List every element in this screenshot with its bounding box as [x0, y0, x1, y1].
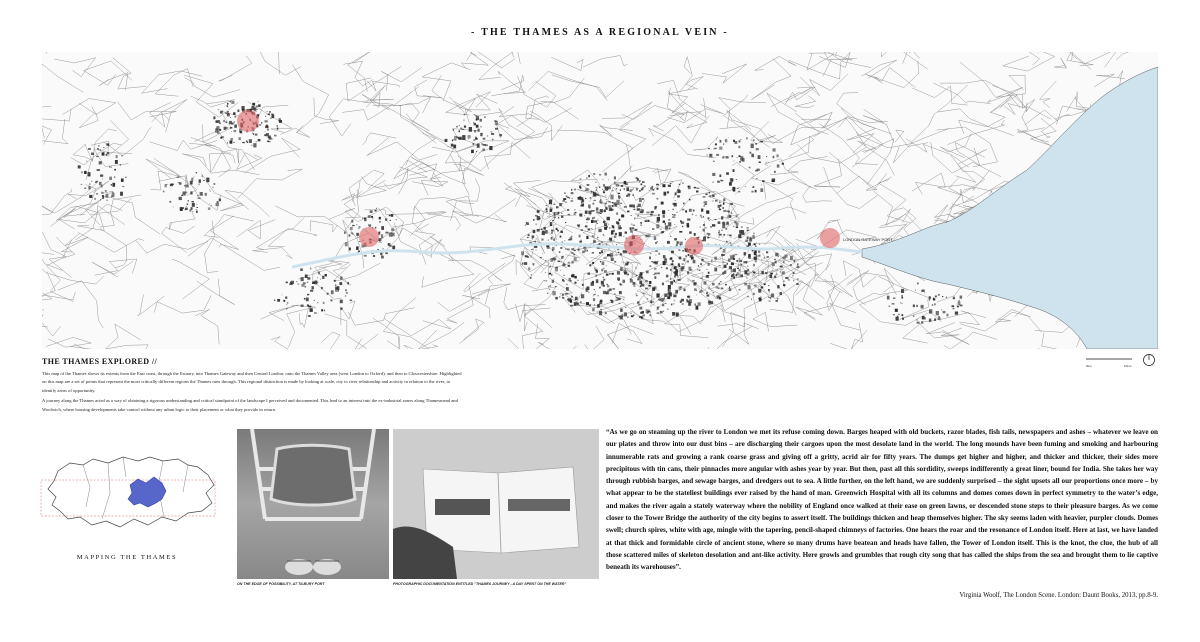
- photo-caption-1: ON THE EDGE OF POSSIBILITY, AT TILBURY PORT: [237, 582, 325, 586]
- photo-caption-2: PHOTOGRAPHIC DOCUMENTATION ENTITLED "THAMES JOURNEY - A DAY SPENT ON THE WATER": [393, 582, 567, 586]
- quote-citation: Virginia Woolf, The London Scene. London: Daunt Books, 2013, pp.8-9.: [959, 592, 1158, 599]
- map-canvas: [42, 52, 1158, 349]
- page-title: - THE THAMES AS A REGIONAL VEIN -: [471, 27, 729, 38]
- highlight-point-gateway[interactable]: [820, 228, 840, 248]
- highlight-point-greenwich[interactable]: [685, 237, 703, 255]
- thames-map[interactable]: [42, 52, 1158, 349]
- explored-paragraph-2: A journey along the Thames acted as a way of obtaining a rigorous understanding and critical standpoint of the landscape I perceived and documented. This lead to an interest into the ex-industrial zones along Thamesmead and Woolwich, where housing developments take control without any urban logic to their placement or what they provide in return.: [42, 398, 458, 412]
- highlight-point-oxford[interactable]: [237, 110, 259, 132]
- photo-thames-journey-book: [393, 429, 599, 579]
- inset-caption: MAPPING THE THAMES: [76, 554, 178, 561]
- study-area-frame: [41, 480, 215, 516]
- highlight-point-central[interactable]: [624, 235, 644, 255]
- section-title-explored: THE THAMES EXPLORED //: [42, 357, 158, 366]
- scale-label-start: 0km: [1086, 364, 1092, 368]
- region-outline: [48, 457, 214, 527]
- explored-text: [42, 370, 462, 416]
- explored-paragraph-1: This map of the Thames shows its extents from the East coast, through the Estuary, into Thames Gateway and then Central London, onto the Thames Valley area (west London to Oxford), and then to Gloucestershire. Highlighted on this map are a set of points that represent the most critically different regions the Thames runs through. This regional distinction is made by looking at scale, city to river relationship and activity in relation to the river, to identify areas of opportunity.: [42, 371, 462, 393]
- map-label-port: LONDON GATEWAY PORT: [843, 237, 893, 242]
- region-highlight: [128, 477, 166, 507]
- scale-label-end: 10km: [1124, 364, 1132, 368]
- woolf-quote: “As we go on steaming up the river to London we met its refuse coming down. Barges heaped with old buckets, razor blades, fish tails, newspapers and ashes – whatever we leave on our plates and throw into our dust bins – are discharging their cargoes upon the most desolate land in the world. The long mounds have been fuming and smoking and harbouring innumerable rats and growing a rank coarse grass and giving off a gritty, acrid air for fifty years. The dumps get higher and higher, and thicker and thicker, their sides more precipitous with tin cans, their pinnacles more angular with ashes year by year. But then, past all this sordidity, sweeps indifferently a great liner, bound for India. She takes her way through rubbish barges, and sewage barges, and dredgers out to sea. A little further, on the left hand, we are suddenly surprised – the sight upsets all our proportions once more – by what appear to be the stateliest buildings ever raised by the hand of man. Greenwich Hospital with all its columns and domes comes down in perfect symmetry to the water’s edge, and makes the river again a stately waterway where the nobility of England once walked at their ease on green lawns, or descended stone steps to their pleasure barges. As we come closer to the Tower Bridge the authority of the city begins to assert itself. The buildings thicken and heap themselves higher. The sky seems laden with heavier, purpler clouds. Domes swell; church spires, white with age, mingle with the tapering, pencil-shaped chimneys of factories. One hears the roar and the resonance of London itself. Here at last, we have landed at that thick and formidable circle of ancient stone, where so many drums have beatean and heads have fallen, the Tower of London itself. This is the knot, the clue, the hub of all those scattered miles of skeleton desolation and ant-like activity. Here growls and grumbles that rough city song that has called the ships from the sea and brought them to lie captive beneath its warehouses”.: [606, 428, 1158, 572]
- scale-bar: [1084, 354, 1164, 372]
- photo-tilbury-port: [237, 429, 389, 579]
- thames-region-inset-map: [38, 447, 218, 543]
- highlight-point-west[interactable]: [359, 227, 379, 247]
- north-arrow-icon: [1144, 355, 1155, 366]
